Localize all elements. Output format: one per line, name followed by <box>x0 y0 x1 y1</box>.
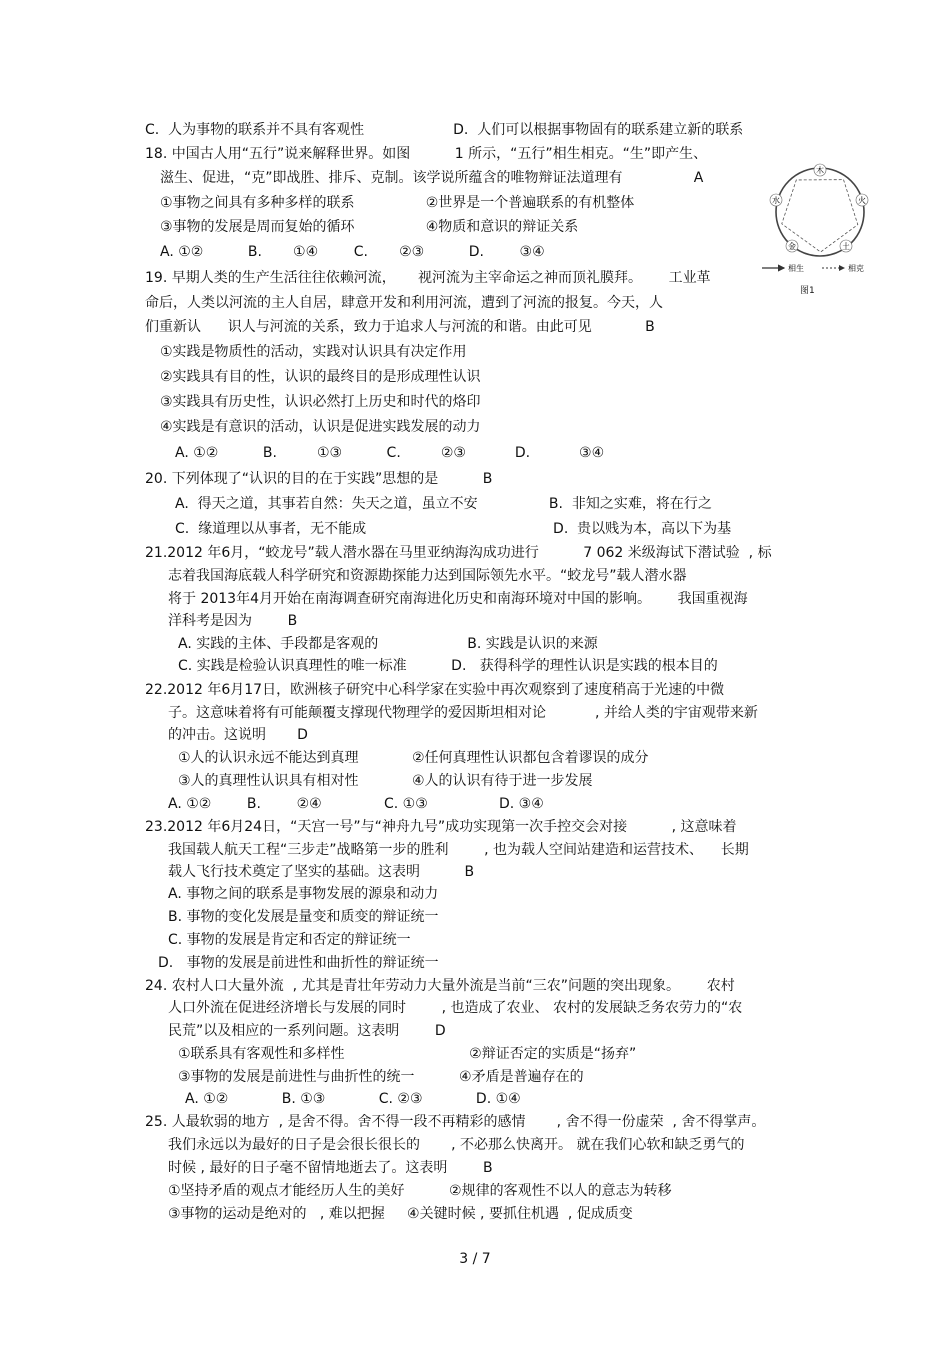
text-line: 我们永远以为最好的日子是会很长很长的 , 不必那么快离开。 就在我们心软和缺乏勇气的 <box>168 1137 745 1153</box>
text-line: 21.2012 年6月，“蛟龙号”载人潜水器在马里亚纳海沟成功进行 7 062 米级海试下潜试验 , 标 <box>145 545 772 561</box>
text-line: 25. 人最软弱的地方 , 是舍不得。舍不得一段不再精彩的感情 , 舍不得一份虚荣 , 舍不得掌声。 <box>145 1114 766 1130</box>
text-line: 20. 下列体现了“认识的目的在于实践”思想的是 B <box>145 471 493 487</box>
label-wood: 木 <box>816 166 824 175</box>
text-line: ③实践具有历史性，认识必然打上历史和时代的烙印 <box>160 394 481 410</box>
text-line: ①实践是物质性的活动，实践对认识具有决定作用 <box>160 344 467 360</box>
text-line: C. 缘道理以从事者，无不能成 D. 贵以贱为本，高以下为基 <box>175 521 732 537</box>
label-water: 水 <box>772 196 780 205</box>
text-line: A. ①② B. ②④ C. ①③ D. ③④ <box>168 796 544 812</box>
text-line: 洋科考是因为 B <box>168 613 298 629</box>
text-line: 时候 , 最好的日子毫不留情地逝去了。这表明 B <box>168 1160 493 1176</box>
label-fire: 火 <box>858 196 866 205</box>
text-line: 19. 早期人类的生产生活往往依赖河流， 视河流为主宰命运之神而顶礼膜拜。 工业革 <box>145 270 711 286</box>
text-line: ①坚持矛盾的观点才能经历人生的美好 ②规律的客观性不以人的意志为转移 <box>168 1183 672 1199</box>
text-line: ②实践具有目的性，认识的最终目的是形成理性认识 <box>160 369 481 385</box>
text-line: C. 事物的发展是肯定和否定的辩证统一 <box>168 932 411 948</box>
text-line: 民荒”以及相应的一系列问题。这表明 D <box>168 1023 446 1039</box>
text-line: A. 得天之道，其事若自然：失天之道，虽立不安 B. 非知之实难，将在行之 <box>175 496 712 512</box>
text-line: 人口外流在促进经济增长与发展的同时 , 也造成了农业、 农村的发展缺乏务农劳力的“农 <box>168 1000 743 1016</box>
text-line: 的冲击。这说明 D <box>168 727 308 743</box>
label-earth: 土 <box>842 242 850 251</box>
text-line: ③事物的发展是前进性与曲折性的统一 ④矛盾是普遍存在的 <box>178 1069 584 1085</box>
text-line: A. ①② B. ①③ C. ②③ D. ①④ <box>185 1091 521 1107</box>
label-metal: 金 <box>788 242 796 251</box>
text-line: 23.2012 年6月24日，“天宫一号”与“神舟九号”成功实现第一次手控交会对接 , 这意味着 <box>145 819 737 835</box>
text-line: A. ①② B. ①③ C. ②③ D. ③④ <box>175 445 605 461</box>
text-line: ④实践是有意识的活动，认识是促进实践发展的动力 <box>160 419 481 435</box>
text-line: C. 人为事物的联系并不具有客观性 D. 人们可以根据事物固有的联系建立新的联系 <box>145 122 744 138</box>
text-line: 我国载人航天工程“三步走”战略第一步的胜利 , 也为载人空间站建造和运营技术、 长期 <box>168 842 749 858</box>
text-line: B. 事物的变化发展是量变和质变的辩证统一 <box>168 909 439 925</box>
text-line: A. ①② B. ①④ C. ②③ D. ③④ <box>160 244 545 260</box>
text-line: 22.2012 年6月17日，欧洲核子研究中心科学家在实验中再次观察到了速度稍高于光速的中微 <box>145 682 725 698</box>
text-line: ①联系具有客观性和多样性 ②辩证否定的实质是“扬弃” <box>178 1046 637 1062</box>
text-line: ③人的真理性认识具有相对性 ④人的认识有待于进一步发展 <box>178 773 593 789</box>
text-line: ①事物之间具有多种多样的联系 ②世界是一个普遍联系的有机整体 <box>160 195 635 211</box>
five-elements-diagram <box>758 160 888 300</box>
legend-sheng-label: 相生 <box>788 264 804 273</box>
text-line: 18. 中国古人用“五行”说来解释世界。如图 1 所示，“五行”相生相克。“生”即产生、 <box>145 146 708 162</box>
text-line: 滋生、促进，“克”即战胜、排斥、克制。该学说所蕴含的唯物辩证法道理有 A <box>160 170 704 186</box>
text-line: 们重新认 识人与河流的关系，致力于追求人与河流的和谐。由此可见 B <box>145 319 655 335</box>
text-line: A. 事物之间的联系是事物发展的源泉和动力 <box>168 886 439 902</box>
text-line: 命后，人类以河流的主人自居，肆意开发和利用河流，遭到了河流的报复。今天，人 <box>145 295 663 311</box>
text-line: 将于 2013年4月开始在南海调查研究南海进化历史和南海环境对中国的影响。 我国重视海 <box>168 591 748 607</box>
text-line: D. 事物的发展是前进性和曲折性的辩证统一 <box>158 955 439 971</box>
figure-caption: 图1 <box>800 286 815 296</box>
text-line: C. 实践是检验认识真理性的唯一标准 D. 获得科学的理性认识是实践的根本目的 <box>178 658 718 674</box>
legend-ke-label: 相克 <box>848 264 864 273</box>
text-line: ③事物的运动是绝对的 , 难以把握 ④关键时候 , 要抓住机遇 , 促成质变 <box>168 1206 633 1222</box>
text-line: ③事物的发展是周而复始的循环 ④物质和意识的辩证关系 <box>160 219 579 235</box>
text-line: ①人的认识永远不能达到真理 ②任何真理性认识都包含着谬误的成分 <box>178 750 649 766</box>
text-line: 志着我国海底载人科学研究和资源勘探能力达到国际领先水平。“蛟龙号”载人潜水器 <box>168 568 687 584</box>
text-line: 子。这意味着将有可能颠覆支撑现代物理学的爱因斯坦相对论 , 并给人类的宇宙观带来新 <box>168 705 758 721</box>
text-line: A. 实践的主体、手段都是客观的 B. 实践是认识的来源 <box>178 636 598 652</box>
text-line: 载人飞行技术奠定了坚实的基础。这表明 B <box>168 864 475 880</box>
page-number: 3 / 7 <box>459 1251 491 1267</box>
text-line: 24. 农村人口大量外流 , 尤其是青壮年劳动力大量外流是当前“三农”问题的突出现象。 农村 <box>145 978 735 994</box>
